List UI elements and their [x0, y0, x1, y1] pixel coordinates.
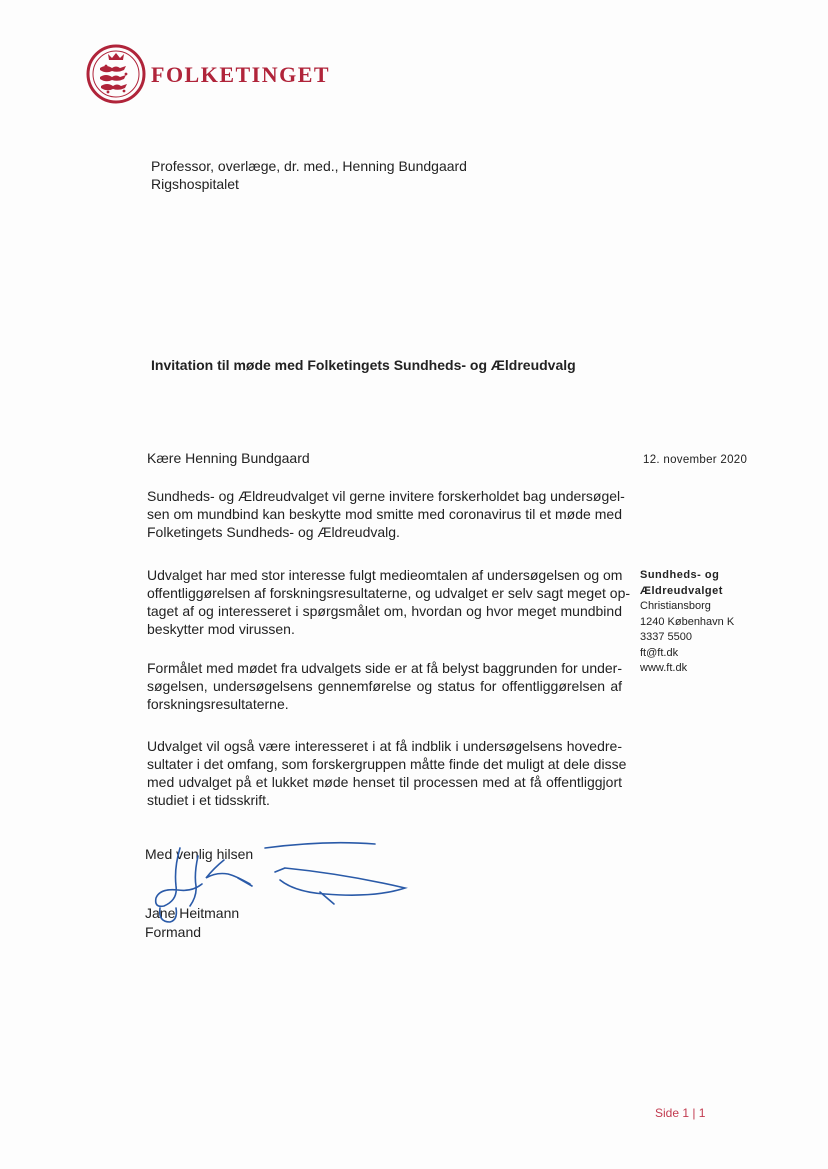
handwritten-signature — [140, 838, 430, 938]
paragraph-line: Folketingets Sundheds- og Ældreudvalg. — [147, 524, 400, 540]
paragraph-line: studiet i et tidsskrift. — [147, 792, 270, 808]
paragraph-line: taget af og interesseret i spørgsmålet om, hvordan og hvor meget mundbind — [147, 603, 622, 619]
paragraph-1 — [147, 487, 625, 541]
address-line: Christiansborg — [640, 600, 711, 612]
paragraph-line: forskningsresultaterne. — [147, 696, 289, 712]
paragraph-line: Sundheds- og Ældreudvalget vil gerne invitere forskerholdet bag undersøgel- — [147, 488, 625, 504]
recipient-institution-line: Rigshospitalet — [151, 176, 239, 192]
paragraph-line: beskytter mod virussen. — [147, 621, 295, 637]
website: www.ft.dk — [640, 662, 688, 674]
letter-subject: Invitation til møde med Folketingets Sundheds- og Ældreudvalg — [151, 357, 576, 373]
salutation: Kære Henning Bundgaard — [147, 450, 310, 466]
paragraph-line: søgelsen, undersøgelsens gennemførelse og status for offentliggørelsen af — [147, 678, 622, 694]
paragraph-2 — [147, 566, 631, 638]
committee-contact-block — [640, 568, 734, 677]
address-line: 1240 København K — [640, 615, 735, 628]
paragraph-line: offentliggørelsen af forskningsresultaterne, og udvalget er selv sagt meget op- — [147, 585, 631, 601]
paragraph-line: Udvalget vil også være interesseret i at få indblik i undersøgelsens hovedre- — [147, 738, 622, 754]
folketinget-seal-logo — [86, 44, 146, 104]
paragraph-3 — [147, 659, 622, 713]
recipient-block — [151, 157, 467, 193]
signer-title: Formand — [145, 924, 202, 940]
email-address: ft@ft.dk — [640, 646, 679, 659]
paragraph-line: med udvalget på et lukket møde henset til processen med at få offentliggjort — [147, 774, 622, 790]
paragraph-line: Formålet med mødet fra udvalgets side er at få belyst baggrunden for under- — [147, 660, 622, 676]
paragraph-line: sultater i det omfang, som forskergruppen måtte finde det muligt at dele disse — [147, 756, 627, 772]
paragraph-4 — [147, 737, 627, 809]
letter-date: 12. november 2020 — [643, 454, 748, 466]
signer-name: Jane Heitmann — [145, 905, 240, 921]
phone-number: 3337 5500 — [640, 631, 692, 643]
paragraph-line: Udvalget har med stor interesse fulgt medieomtalen af undersøgelsen og om — [147, 567, 623, 583]
committee-name-line: Ældreudvalget — [640, 584, 723, 597]
recipient-name-line: Professor, overlæge, dr. med., Henning Bundgaard — [151, 158, 467, 174]
committee-name-line: Sundheds- og — [640, 569, 720, 581]
org-name: FOLKETINGET — [151, 62, 331, 87]
closing-phrase: Med venlig hilsen — [145, 846, 254, 862]
page-number: Side 1 | 1 — [655, 1106, 706, 1120]
paragraph-line: sen om mundbind kan beskytte mod smitte med coronavirus til et møde med — [147, 506, 622, 522]
